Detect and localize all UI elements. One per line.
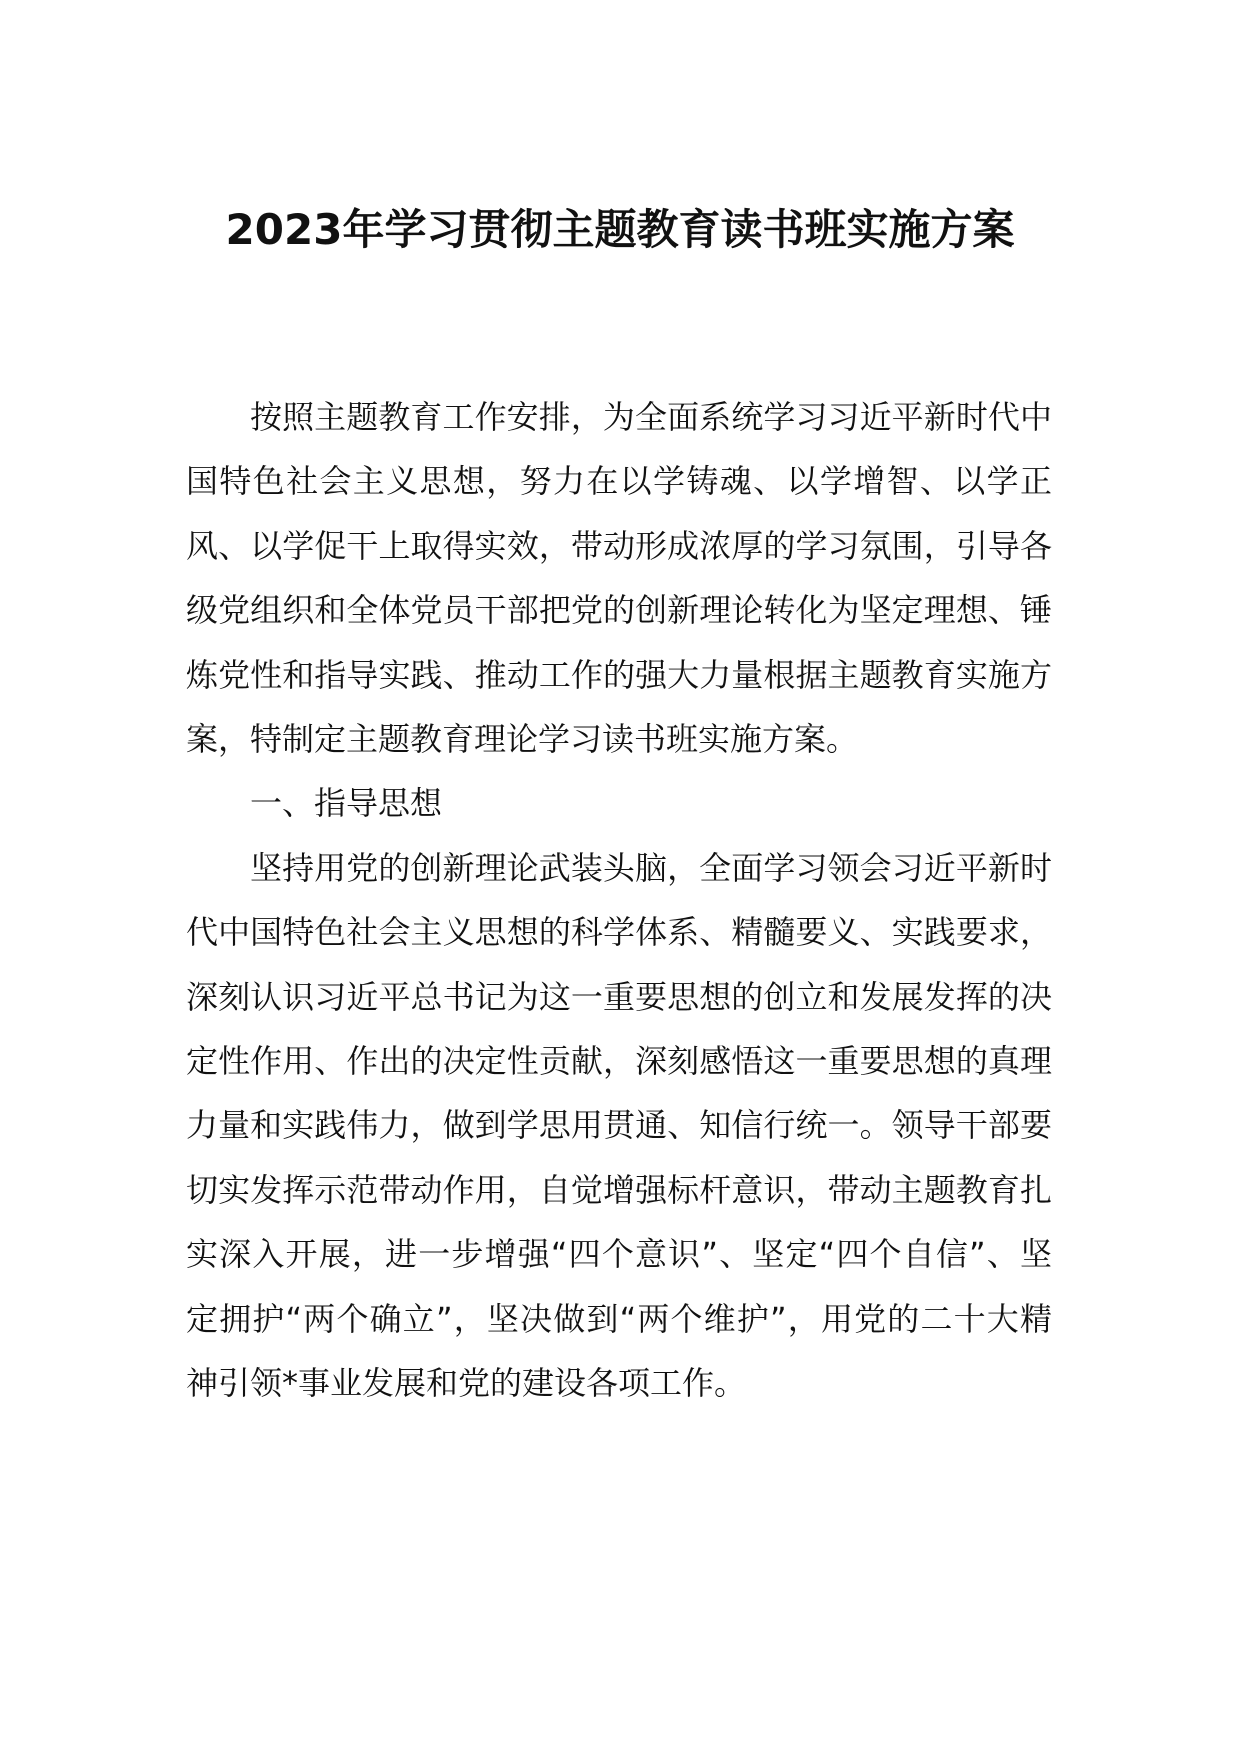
intro-paragraph: 按照主题教育工作安排，为全面系统学习习近平新时代中国特色社会主义思想，努力在以学铸魂、以学增智、以学正风、以学促干上取得实效，带动形成浓厚的学习氛围，引导各级党组织和全体党员干部把党的创新理论转化为坚定理想、锤炼党性和指导实践、推动工作的强大力量根据主题教育实施方案，特制定主题教育理论学习读书班实施方案。 <box>186 398 1052 759</box>
section-heading-guiding-thought: 一、指导思想 <box>250 784 443 823</box>
document-title: 2023年学习贯彻主题教育读书班实施方案 <box>225 205 1015 254</box>
guiding-thought-paragraph: 坚持用党的创新理论武装头脑，全面学习领会习近平新时代中国特色社会主义思想的科学体系、精髓要义、实践要求，深刻认识习近平总书记为这一重要思想的创立和发展发挥的决定性作用、作出的决定性贡献，深刻感悟这一重要思想的真理力量和实践伟力，做到学思用贯通、知信行统一。领导干部要切实发挥示范带动作用，自觉增强标杆意识，带动主题教育扎实深入开展，进一步增强“四个意识”、坚定“四个自信”、坚定拥护“两个确立”，坚决做到“两个维护”，用党的二十大精神引领*事业发展和党的建设各项工作。 <box>186 848 1052 1403</box>
document-body <box>186 385 1052 1416</box>
